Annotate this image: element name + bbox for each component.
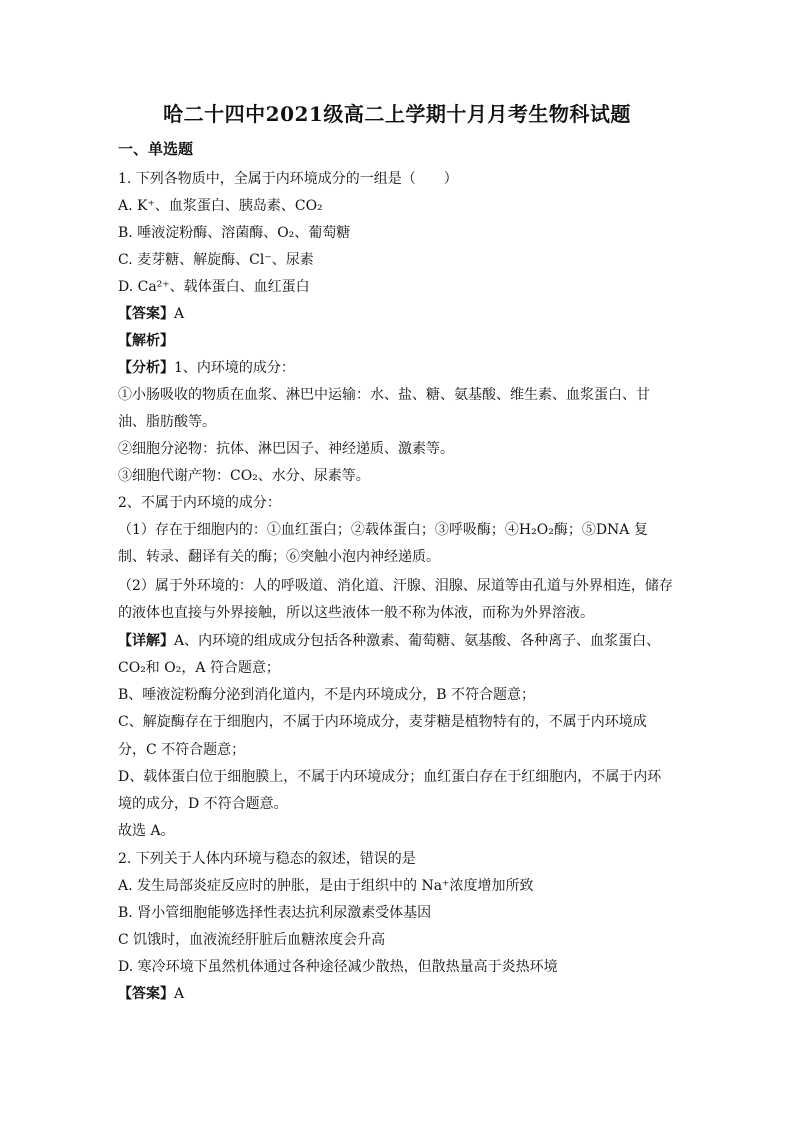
q1-para-4: 2、不属于内环境的成分： xyxy=(118,495,281,511)
answer-tag: 【答案】 xyxy=(118,986,174,1002)
q2-option-c: C 饥饿时，血液流经肝脏后血糖浓度会升高 xyxy=(118,932,386,948)
fenxi-tag: 【分析】 xyxy=(118,360,174,376)
q1-detail-4: D、载体蛋白位于细胞膜上，不属于内环境成分；血红蛋白存在于红细胞内，不属于内环 xyxy=(118,769,662,785)
q1-answer xyxy=(118,305,688,323)
q1-stem: 1. 下列各物质中，全属于内环境成分的一组是（ ） xyxy=(118,171,458,187)
q1-para-5: （1）存在于细胞内的：①血红蛋白；②载体蛋白；③呼吸酶；④H₂O₂酶；⑤DNA 复 xyxy=(118,522,648,538)
q2-option-d: D. 寒冷环境下虽然机体通过各种途径减少散热，但散热量高于炎热环境 xyxy=(118,959,558,975)
q2-stem: 2. 下列关于人体内环境与稳态的叙述，错误的是 xyxy=(118,851,416,867)
q1-para-5b: 制、转录、翻译有关的酶；⑥突触小泡内神经递质。 xyxy=(118,549,440,565)
fenxi-text: 1、内环境的成分： xyxy=(174,360,295,376)
detail-1: A、内环境的组成成分包括各种激素、葡萄糖、氨基酸、各种离子、血浆蛋白、 xyxy=(174,633,661,649)
q1-analysis-tag: 【解析】 xyxy=(118,333,174,349)
q1-detail-4b: 境的成分，D 不符合题意。 xyxy=(118,796,288,812)
q1-para-2: ②细胞分泌物：抗体、淋巴因子、神经递质、激素等。 xyxy=(118,441,454,457)
q1-xiangjie xyxy=(118,632,688,650)
q1-option-c: C. 麦芽糖、解旋酶、Cl⁻、尿素 xyxy=(118,252,314,268)
page-title: 哈二十四中2021级高二上学期十月月考生物科试题 xyxy=(163,102,631,126)
q1-detail-3b: 分，C 不符合题意； xyxy=(118,742,246,758)
section-heading: 一、单选题 xyxy=(118,140,194,158)
answer-value: A xyxy=(174,306,185,322)
q1-detail-2: B、唾液淀粉酶分泌到消化道内，不是内环境成分，B 不符合题意； xyxy=(118,687,536,703)
q1-detail-3: C、解旋酶存在于细胞内，不属于内环境成分，麦芽糖是植物特有的，不属于内环境成 xyxy=(118,714,647,730)
q1-para-1: ①小肠吸收的物质在血浆、淋巴中运输：水、盐、糖、氨基酸、维生素、血浆蛋白、甘 xyxy=(118,387,650,403)
q1-detail-1b: CO₂和 O₂，A 符合题意； xyxy=(118,660,280,676)
answer-tag: 【答案】 xyxy=(118,306,174,322)
q1-option-d: D. Ca²⁺、载体蛋白、血红蛋白 xyxy=(118,279,310,295)
answer-value: A xyxy=(174,986,185,1002)
q2-option-a: A. 发生局部炎症反应时的肿胀，是由于组织中的 Na⁺浓度增加所致 xyxy=(118,878,534,894)
q1-fenxi xyxy=(118,359,688,377)
q1-para-6: （2）属于外环境的：人的呼吸道、消化道、汗腺、泪腺、尿道等由孔道与外界相连，储存 xyxy=(118,578,673,594)
q1-option-a: A. K⁺、血浆蛋白、胰岛素、CO₂ xyxy=(118,198,323,214)
q1-para-3: ③细胞代谢产物：CO₂、水分、尿素等。 xyxy=(118,468,370,484)
q2-option-b: B. 肾小管细胞能够选择性表达抗利尿激素受体基因 xyxy=(118,905,432,921)
q1-conclusion: 故选 A。 xyxy=(118,823,175,839)
q1-para-1b: 油、脂肪酸等。 xyxy=(118,414,216,430)
xiangjie-tag: 【详解】 xyxy=(118,633,174,649)
q2-answer xyxy=(118,985,688,1003)
q1-option-b: B. 唾液淀粉酶、溶菌酶、O₂、葡萄糖 xyxy=(118,225,351,241)
q1-para-6b: 的液体也直接与外界接触，所以这些液体一般不称为体液，而称为外界溶液。 xyxy=(118,605,594,621)
